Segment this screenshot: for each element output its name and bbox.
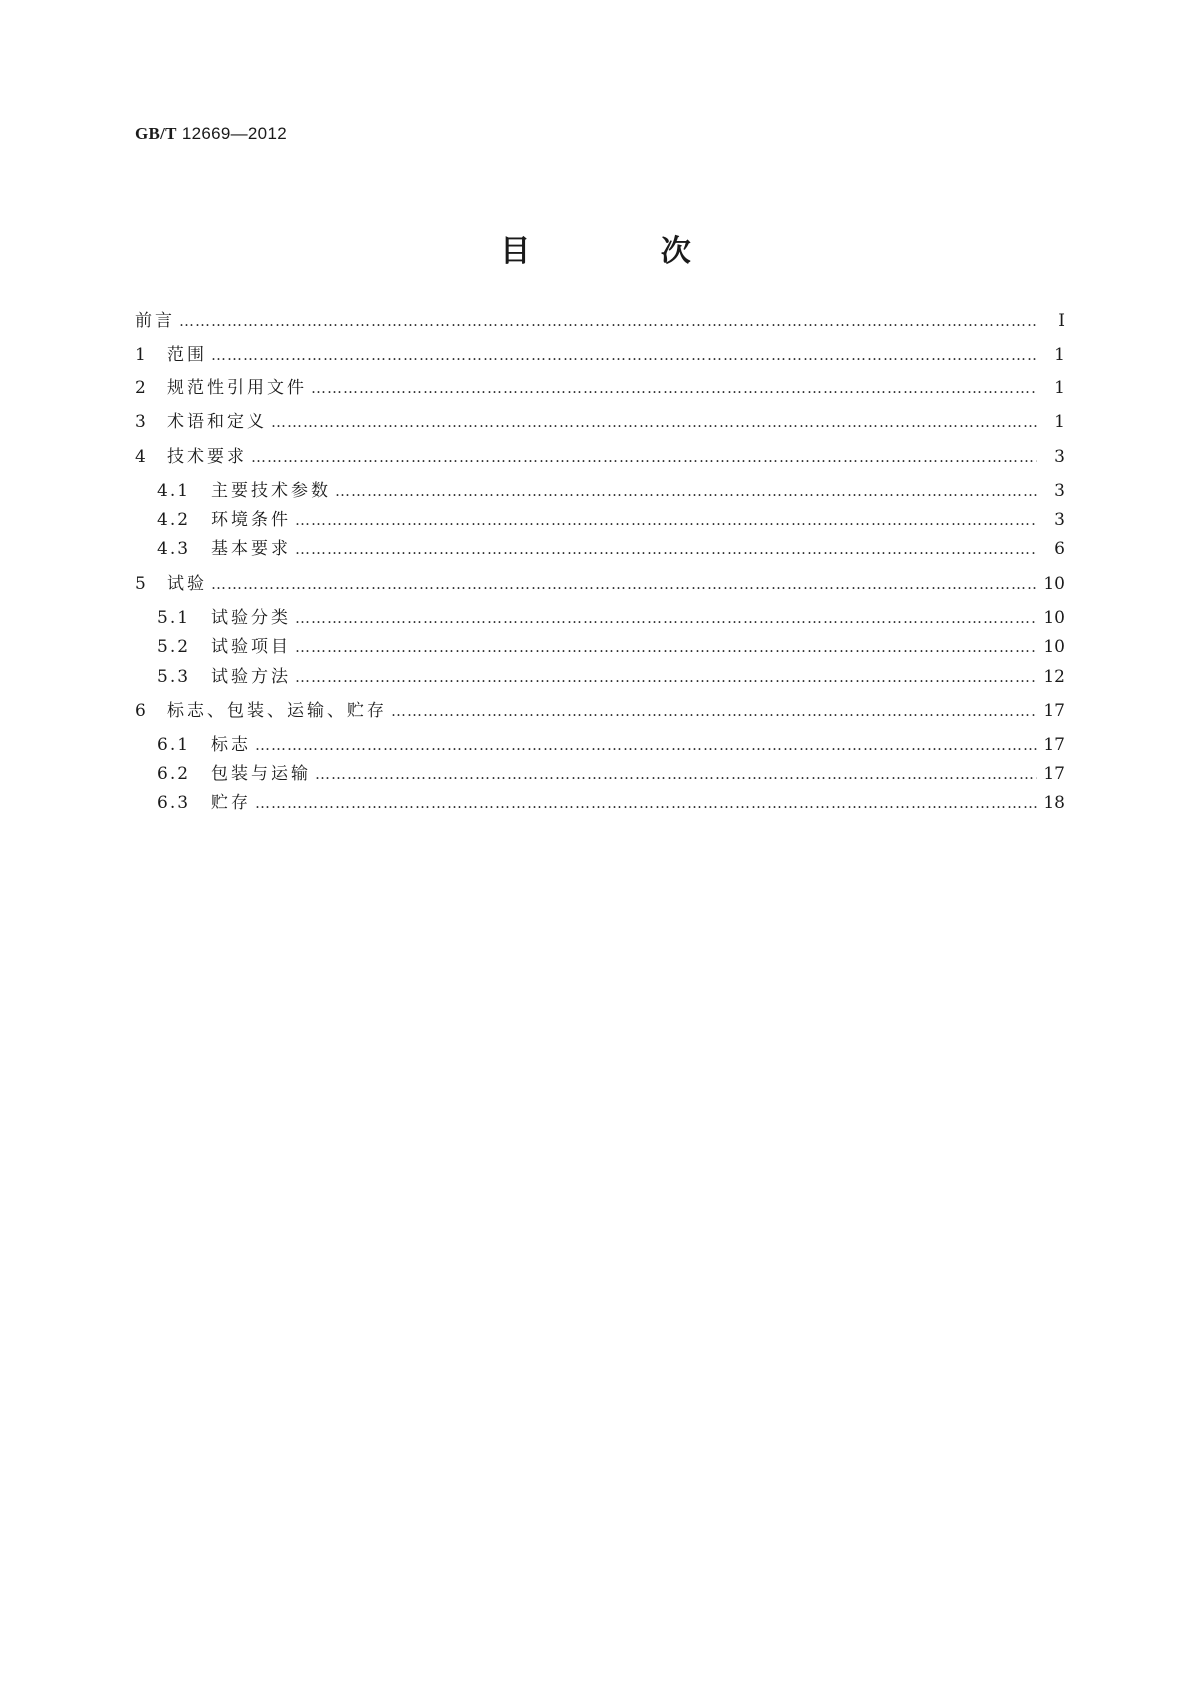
toc-number: 1 xyxy=(135,345,148,365)
toc-page-number: 1 xyxy=(1054,412,1065,432)
toc-label: 标志 xyxy=(211,735,251,755)
toc-entry-2[interactable] xyxy=(135,373,1065,398)
toc-page-number: Ⅰ xyxy=(1058,311,1065,331)
toc-entry-5-2[interactable] xyxy=(157,632,1065,657)
toc-entry-4[interactable] xyxy=(135,442,1065,467)
toc-number: 6.2 xyxy=(157,764,191,784)
standard-number: 12669—2012 xyxy=(181,124,287,143)
toc-page-number: 12 xyxy=(1043,667,1065,687)
toc-label: 规范性引用文件 xyxy=(167,378,307,398)
toc-page-number: 3 xyxy=(1054,447,1065,467)
toc-number: 5.1 xyxy=(157,608,191,628)
toc-number: 4.2 xyxy=(157,510,191,530)
toc-page-number: 17 xyxy=(1043,764,1065,784)
toc-page-number: 10 xyxy=(1043,608,1065,628)
toc-label: 试验 xyxy=(167,574,207,594)
toc-leader-dots xyxy=(295,638,1037,656)
toc-number: 2 xyxy=(135,378,148,398)
toc-entry-foreword[interactable] xyxy=(135,306,1065,331)
toc-number: 4.3 xyxy=(157,539,191,559)
toc-label: 前言 xyxy=(135,311,175,331)
toc-label: 范围 xyxy=(167,345,207,365)
toc-leader-dots xyxy=(315,765,1037,783)
toc-entry-6-3[interactable] xyxy=(157,788,1065,813)
toc-number: 3 xyxy=(135,412,148,432)
toc-leader-dots xyxy=(335,482,1037,500)
toc-label: 环境条件 xyxy=(211,510,291,530)
toc-label: 技术要求 xyxy=(167,447,247,467)
toc-page-number: 1 xyxy=(1054,345,1065,365)
toc-leader-dots xyxy=(311,379,1037,397)
toc-leader-dots xyxy=(295,609,1037,627)
toc-entry-4-3[interactable] xyxy=(157,534,1065,559)
toc-entry-6[interactable] xyxy=(135,696,1065,721)
toc-entry-4-1[interactable] xyxy=(157,476,1065,501)
toc-entry-5-1[interactable] xyxy=(157,603,1065,628)
toc-leader-dots xyxy=(255,794,1037,812)
toc-entry-6-2[interactable] xyxy=(157,759,1065,784)
toc-number: 4.1 xyxy=(157,481,191,501)
toc-page-number: 3 xyxy=(1054,510,1065,530)
toc-leader-dots xyxy=(179,312,1037,330)
toc-label: 试验分类 xyxy=(211,608,291,628)
toc-page-number: 18 xyxy=(1043,793,1065,813)
toc-number: 5 xyxy=(135,574,148,594)
toc-entry-5-3[interactable] xyxy=(157,662,1065,687)
page-title: 目 次 xyxy=(500,234,751,269)
toc-entry-3[interactable] xyxy=(135,407,1065,432)
toc-leader-dots xyxy=(211,346,1037,364)
toc-page-number: 17 xyxy=(1043,701,1065,721)
toc-leader-dots xyxy=(211,575,1037,593)
toc-page-number: 17 xyxy=(1043,735,1065,755)
toc-page-number: 3 xyxy=(1054,481,1065,501)
toc-leader-dots xyxy=(251,448,1037,466)
toc-page-number: 10 xyxy=(1043,574,1065,594)
toc-leader-dots xyxy=(295,540,1037,558)
toc-label: 试验方法 xyxy=(211,667,291,687)
toc-entry-6-1[interactable] xyxy=(157,730,1065,755)
toc-page-number: 6 xyxy=(1054,539,1065,559)
standard-header xyxy=(135,124,287,144)
toc-number: 5.2 xyxy=(157,637,191,657)
toc-label: 包装与运输 xyxy=(211,764,311,784)
toc-leader-dots xyxy=(271,413,1037,431)
toc-leader-dots xyxy=(391,702,1037,720)
toc-number: 6 xyxy=(135,701,148,721)
toc-number: 5.3 xyxy=(157,667,191,687)
toc-page-number: 10 xyxy=(1043,637,1065,657)
toc-leader-dots xyxy=(255,736,1037,754)
toc-label: 标志、包装、运输、贮存 xyxy=(167,701,387,721)
toc-entry-1[interactable] xyxy=(135,340,1065,365)
toc-leader-dots xyxy=(295,511,1037,529)
toc-label: 贮存 xyxy=(211,793,251,813)
toc-label: 试验项目 xyxy=(211,637,291,657)
toc-page-number: 1 xyxy=(1054,378,1065,398)
toc-entry-5[interactable] xyxy=(135,569,1065,594)
toc-label: 术语和定义 xyxy=(167,412,267,432)
toc-number: 6.3 xyxy=(157,793,191,813)
toc-label: 基本要求 xyxy=(211,539,291,559)
toc-number: 4 xyxy=(135,447,148,467)
toc-leader-dots xyxy=(295,668,1037,686)
toc-entry-4-2[interactable] xyxy=(157,505,1065,530)
standard-code: GB/T xyxy=(135,124,177,143)
toc-label: 主要技术参数 xyxy=(211,481,331,501)
toc-number: 6.1 xyxy=(157,735,191,755)
